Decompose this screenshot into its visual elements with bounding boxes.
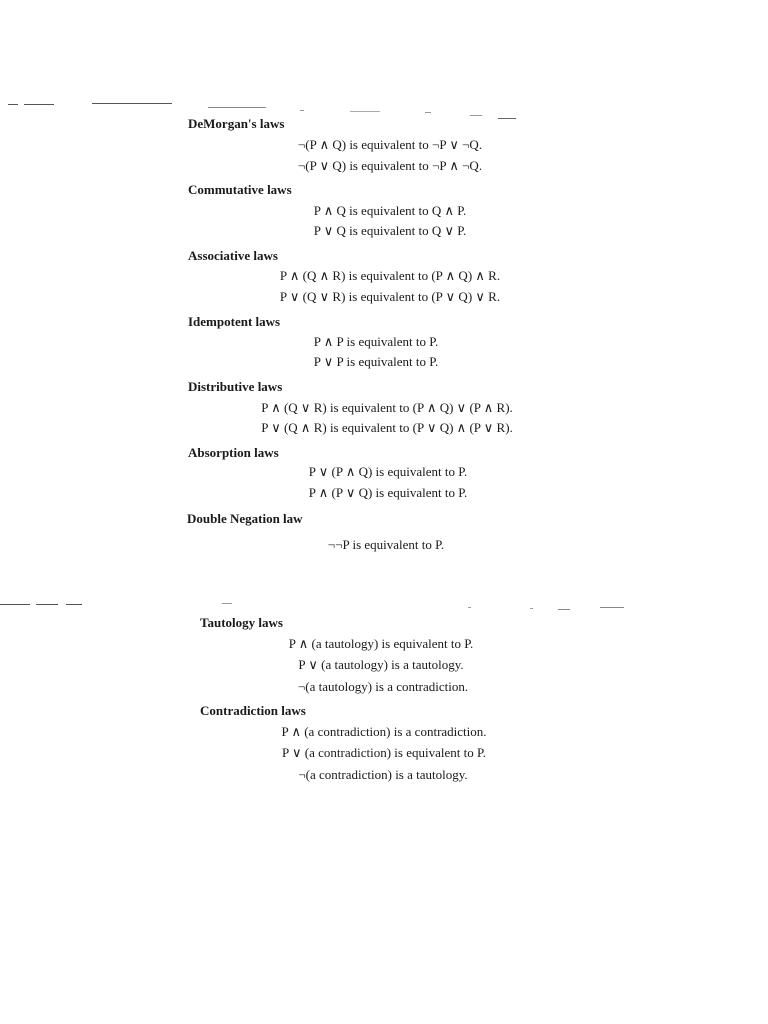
law-statement: P ∨ (Q ∧ R) is equivalent to (P ∨ Q) ∧ (P ∨ R). bbox=[261, 420, 513, 435]
scan-artifact-line bbox=[208, 107, 266, 108]
law-statement: P ∧ (Q ∨ R) is equivalent to (P ∧ Q) ∨ (P ∧ R). bbox=[261, 400, 513, 415]
scan-artifact-line bbox=[468, 607, 471, 608]
law-statement: ¬(P ∨ Q) is equivalent to ¬P ∧ ¬Q. bbox=[297, 158, 483, 173]
law-statement: ¬(a tautology) is a contradiction. bbox=[297, 679, 469, 694]
scan-artifact-line bbox=[36, 604, 58, 605]
section-heading: DeMorgan's laws bbox=[188, 116, 285, 131]
section-heading: Contradiction laws bbox=[200, 703, 306, 718]
law-statement: P ∧ Q is equivalent to Q ∧ P. bbox=[313, 203, 467, 218]
scan-artifact-line bbox=[0, 604, 30, 605]
law-statement: P ∨ (a tautology) is a tautology. bbox=[298, 657, 464, 672]
scan-artifact-line bbox=[66, 604, 82, 605]
section-heading: Absorption laws bbox=[188, 445, 279, 460]
scan-artifact-line bbox=[24, 104, 54, 105]
scan-artifact-line bbox=[498, 118, 516, 119]
law-statement: P ∨ (P ∧ Q) is equivalent to P. bbox=[308, 464, 468, 479]
law-statement: ¬(a contradiction) is a tautology. bbox=[298, 767, 468, 782]
scan-artifact-line bbox=[92, 103, 172, 104]
scan-artifact-line bbox=[222, 603, 232, 604]
scan-artifact-line bbox=[8, 104, 18, 105]
section-heading: Tautology laws bbox=[200, 615, 283, 630]
law-statement: P ∧ (Q ∧ R) is equivalent to (P ∧ Q) ∧ R. bbox=[279, 268, 501, 283]
law-statement: P ∧ P is equivalent to P. bbox=[313, 334, 439, 349]
law-statement: P ∧ (P ∨ Q) is equivalent to P. bbox=[308, 485, 468, 500]
section-heading: Commutative laws bbox=[188, 182, 292, 197]
scan-artifact-line bbox=[470, 115, 482, 116]
section-heading: Distributive laws bbox=[188, 379, 283, 394]
law-statement: P ∨ Q is equivalent to Q ∨ P. bbox=[313, 223, 467, 238]
scan-artifact-line bbox=[600, 607, 624, 608]
scan-artifact-line bbox=[530, 608, 533, 609]
law-statement: P ∨ (Q ∨ R) is equivalent to (P ∨ Q) ∨ R. bbox=[279, 289, 501, 304]
scan-artifact-line bbox=[425, 112, 431, 113]
scan-artifact-line bbox=[300, 110, 304, 111]
scan-artifact-line bbox=[558, 609, 570, 610]
law-statement: P ∧ (a contradiction) is a contradiction. bbox=[281, 724, 487, 739]
law-statement: P ∨ P is equivalent to P. bbox=[313, 354, 439, 369]
law-statement: P ∧ (a tautology) is equivalent to P. bbox=[288, 636, 474, 651]
scan-artifact-line bbox=[350, 111, 380, 112]
law-statement: ¬(P ∧ Q) is equivalent to ¬P ∨ ¬Q. bbox=[297, 137, 483, 152]
section-heading: Idempotent laws bbox=[188, 314, 281, 329]
law-statement: P ∨ (a contradiction) is equivalent to P. bbox=[282, 745, 486, 760]
section-heading: Double Negation law bbox=[187, 511, 303, 526]
law-statement: ¬¬P is equivalent to P. bbox=[327, 537, 445, 552]
section-heading: Associative laws bbox=[188, 248, 278, 263]
